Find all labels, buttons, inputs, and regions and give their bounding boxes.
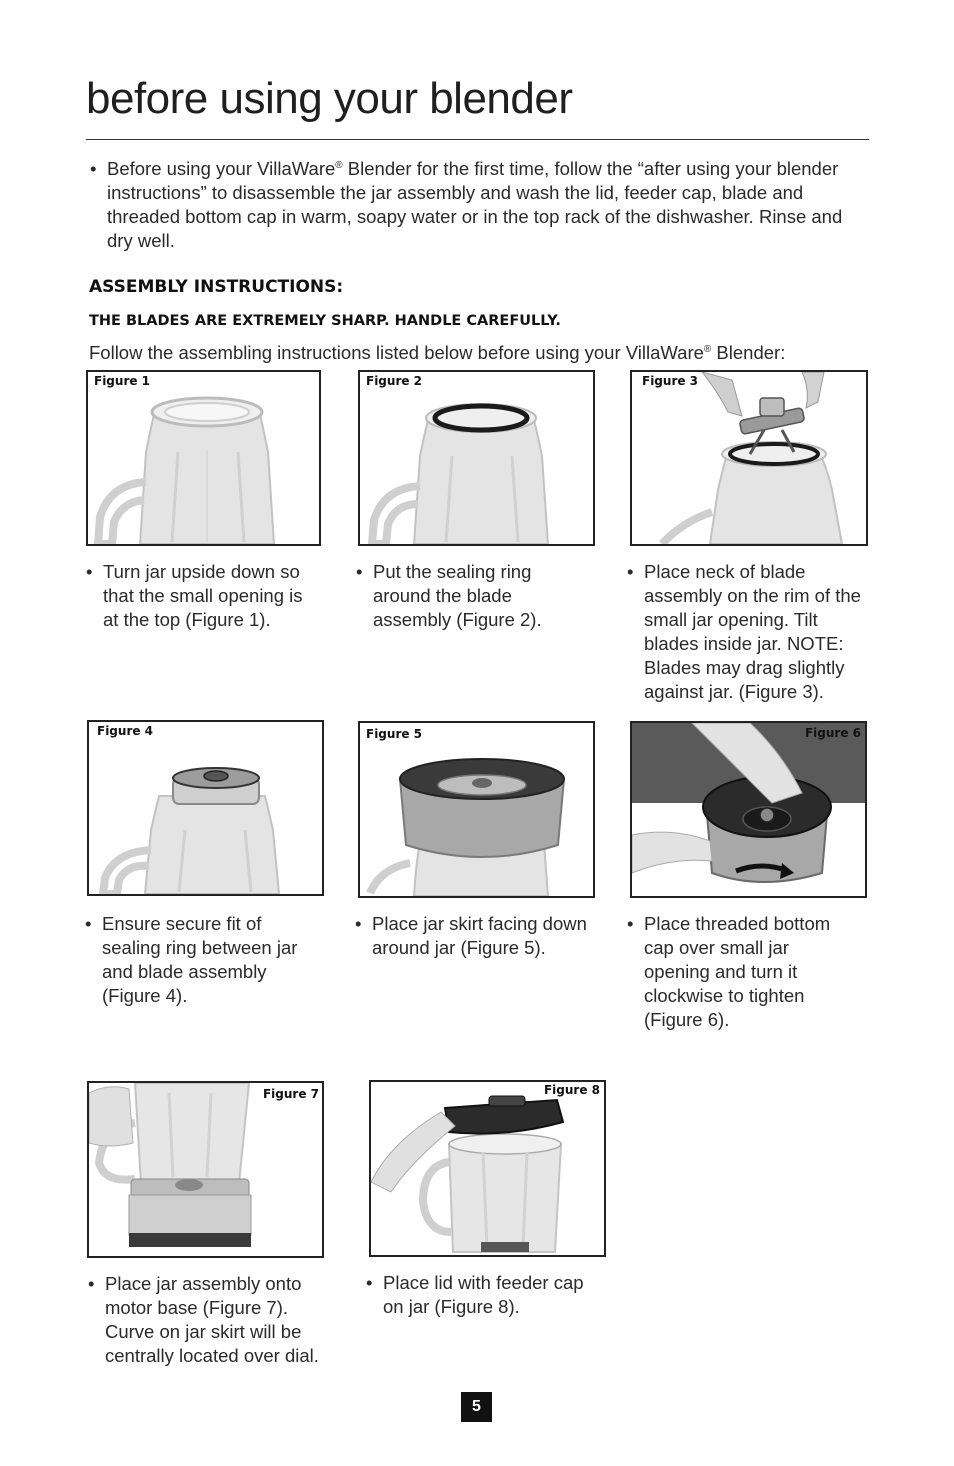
step-8-caption <box>366 1271 606 1319</box>
intro-text-start: Before using your VillaWare <box>107 158 336 179</box>
figure-label: Figure 6 <box>804 726 861 740</box>
lid-placement-image <box>371 1082 604 1255</box>
bullet-dot: • <box>627 561 634 582</box>
caption-text: Place jar assembly onto motor base (Figure 7). Curve on jar skirt will be centrally located over dial. <box>105 1273 319 1366</box>
bullet-dot: • <box>355 913 362 934</box>
jar-skirt-image <box>360 723 593 896</box>
figure-label: Figure 4 <box>97 724 154 738</box>
follow-text-end: Blender: <box>711 342 786 363</box>
step-4-caption <box>85 912 317 1008</box>
step-1-caption <box>86 560 318 632</box>
sealing-ring-image <box>360 372 593 544</box>
sealed-blade-image <box>89 722 322 894</box>
intro-text-rest: Blender for the first time, follow the “after using your blender instructions” to disassemble the jar assembly and wash the lid, feeder cap, blade and threaded bottom cap in warm, soapy water or in the top rack of the dishwasher. Rinse and dry well. <box>107 158 843 251</box>
caption-text: Ensure secure fit of sealing ring between jar and blade assembly (Figure 4). <box>102 913 298 1006</box>
step-7-caption <box>88 1272 320 1368</box>
figure-6 <box>630 721 867 898</box>
figure-label: Figure 5 <box>366 727 423 741</box>
figure-1 <box>86 370 321 546</box>
figure-8 <box>369 1080 606 1257</box>
registered-mark: ® <box>335 159 343 171</box>
intro-paragraph <box>90 157 860 253</box>
figure-2 <box>358 370 595 546</box>
caption-text: Place lid with feeder cap on jar (Figure 8). <box>383 1272 584 1317</box>
follow-text: Follow the assembling instructions listed below before using your VillaWare <box>89 342 704 363</box>
step-6-caption <box>627 912 859 1032</box>
caption-text: Turn jar upside down so that the small opening is at the top (Figure 1). <box>103 561 303 630</box>
step-2-caption <box>356 560 588 632</box>
step-3-caption <box>627 560 867 704</box>
figure-label: Figure 2 <box>366 374 423 388</box>
bullet-dot: • <box>627 913 634 934</box>
caption-text: Place threaded bottom cap over small jar opening and turn it clockwise to tighten (Figure 6). <box>644 913 831 1030</box>
caption-text: Place neck of blade assembly on the rim of the small jar opening. Tilt blades inside jar. NOTE: Blades may drag slightly against jar. (Figure 3). <box>644 561 861 702</box>
caption-text: Put the sealing ring around the blade assembly (Figure 2). <box>373 561 542 630</box>
bullet-dot: • <box>90 158 97 179</box>
figure-5 <box>358 721 595 898</box>
figure-4 <box>87 720 324 896</box>
bullet-dot: • <box>86 561 93 582</box>
bullet-dot: • <box>88 1273 95 1294</box>
figure-label: Figure 8 <box>543 1083 600 1097</box>
bullet-dot: • <box>366 1272 373 1293</box>
motor-base-image <box>89 1083 322 1256</box>
figure-label: Figure 1 <box>94 374 151 388</box>
step-5-caption <box>355 912 595 960</box>
page-number: 5 <box>461 1392 492 1422</box>
registered-mark: ® <box>703 343 712 355</box>
blade-warning: THE BLADES ARE EXTREMELY SHARP. HANDLE CAREFULLY. <box>89 313 561 329</box>
blade-placement-image <box>632 372 866 544</box>
bullet-dot: • <box>356 561 363 582</box>
figure-label: Figure 3 <box>642 374 699 388</box>
title-divider <box>86 139 869 140</box>
figure-label: Figure 7 <box>262 1087 319 1101</box>
caption-text: Place jar skirt facing down around jar (Figure 5). <box>372 913 587 958</box>
assembly-heading: ASSEMBLY INSTRUCTIONS: <box>89 277 344 297</box>
follow-instructions <box>89 341 869 365</box>
bullet-dot: • <box>85 913 92 934</box>
jar-upside-down-image <box>88 372 319 544</box>
figure-7 <box>87 1081 324 1258</box>
bottom-cap-image <box>632 723 865 896</box>
page-title: before using your blender <box>86 74 573 123</box>
figure-3 <box>630 370 868 546</box>
